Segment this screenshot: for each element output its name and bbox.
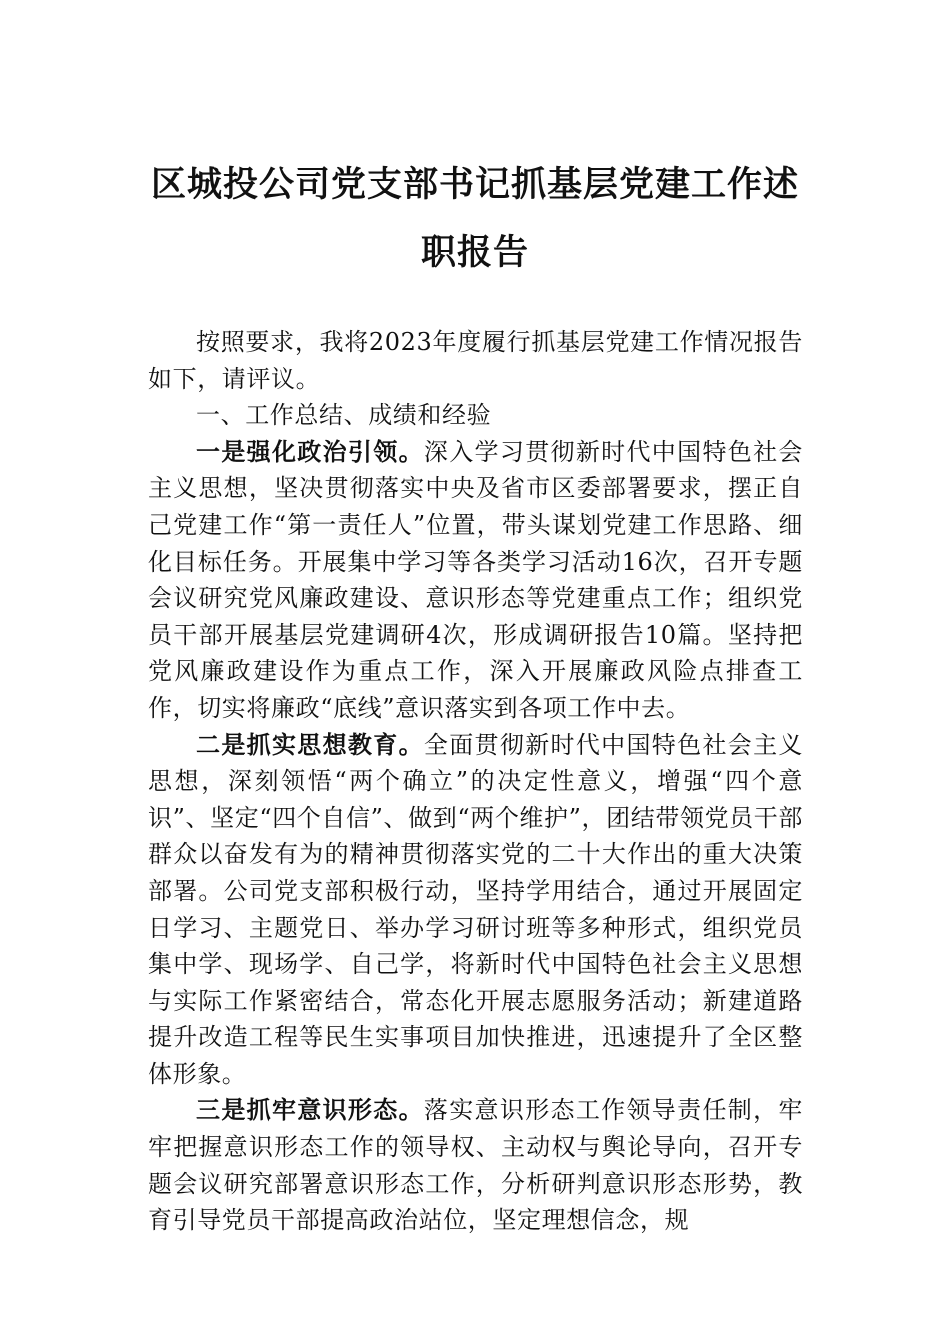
paragraph-3 xyxy=(148,1092,803,1238)
paragraph-2 xyxy=(148,727,803,1093)
section-heading: 一、工作总结、成绩和经验 xyxy=(196,401,492,430)
paragraph-1-text: 深入学习贯彻新时代中国特色社会主义思想，坚决贯彻落实中央及省市区委部署要求，摆正自己党建工作“第一责任人”位置，带头谋划党建工作思路、细化目标任务。开展集中学习等各类学习活动16次，召开专题会议研究党风廉政建设、意识形态等党建重点工作；组织党员干部开展基层党建调研4次，形成调研报告10篇。坚持把党风廉政建设作为重点工作，深入开展廉政风险点排查工作，切实将廉政“底线”意识落实到各项工作中去。 xyxy=(148,437,804,722)
intro-paragraph: 按照要求，我将2023年度履行抓基层党建工作情况报告如下，请评议。 xyxy=(148,328,803,393)
paragraph-1 xyxy=(148,434,803,727)
document-title-line2: 职报告 xyxy=(420,232,529,273)
paragraph-3-lead: 三是抓牢意识形态。 xyxy=(196,1095,424,1125)
document-title-line1: 区城投公司党支部书记抓基层党建工作述 xyxy=(150,164,799,205)
paragraph-3-text: 落实意识形态工作领导责任制，牢牢把握意识形态工作的领导权、主动权与舆论导向，召开专题会议研究部署意识形态工作，分析研判意识形态形势，教育引导党员干部提高政治站位，坚定理想信念，规 xyxy=(148,1096,804,1235)
document-body xyxy=(148,324,803,1239)
paragraph-2-text: 全面贯彻新时代中国特色社会主义思想，深刻领悟“两个确立”的决定性意义，增强“四个意识”、坚定“四个自信”、做到“两个维护”，团结带领党员干部群众以奋发有为的精神贯彻落实党的二十大作出的重大决策部署。公司党支部积极行动，坚持学用结合，通过开展固定日学习、主题党日、举办学习研讨班等多种形式，组织党员集中学、现场学、自己学，将新时代中国特色社会主义思想与实际工作紧密结合，常态化开展志愿服务活动；新建道路提升改造工程等民生实事项目加快推进，迅速提升了全区整体形象。 xyxy=(148,730,804,1088)
paragraph-2-lead: 二是抓实思想教育。 xyxy=(196,729,424,759)
paragraph-1-lead: 一是强化政治引领。 xyxy=(196,436,424,466)
